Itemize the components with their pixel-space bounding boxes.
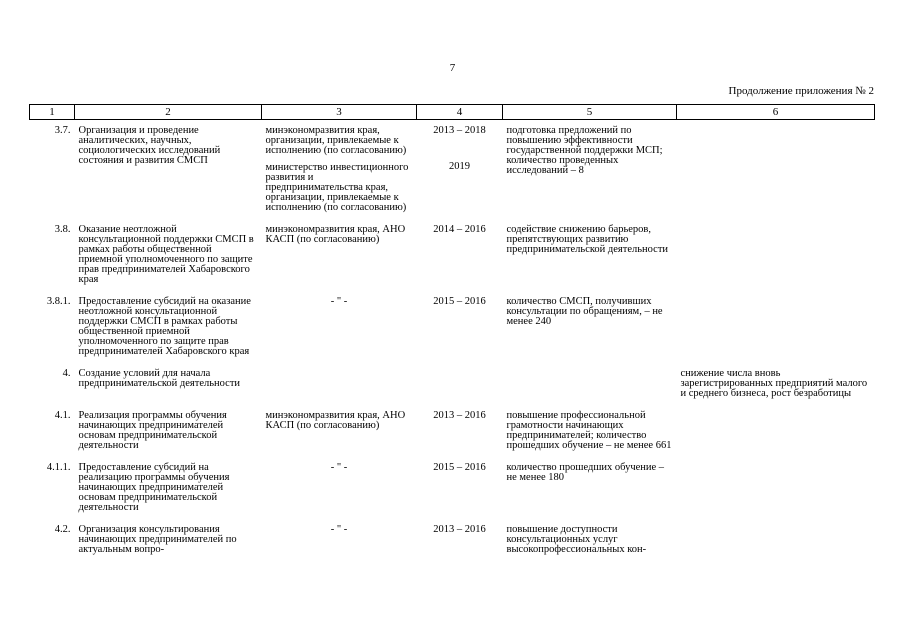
appendix-continuation-label: Продолжение приложения № 2	[728, 85, 874, 97]
executor: - " -	[330, 296, 348, 307]
expected-result: подготовка предложений по повышению эффективности государственной поддержки МСП; количество проведенных исследований – 8	[506, 125, 663, 176]
executor: - " -	[330, 524, 348, 535]
executor: минэкономразвития края, АНО КАСП (по согласованию)	[265, 410, 406, 431]
executor	[262, 365, 417, 407]
column-header-3: 3	[262, 105, 417, 120]
expected-result	[503, 365, 677, 407]
period-cell	[417, 120, 503, 222]
column-header-6: 6	[677, 105, 875, 120]
expected-result: количество прошедших обучение – не менее 180	[506, 462, 665, 483]
item-number: 4.1.	[54, 410, 71, 421]
period: 2015 – 2016	[433, 296, 486, 307]
period: 2013 – 2016	[433, 410, 486, 421]
column-header-5: 5	[503, 105, 677, 120]
consequences	[677, 407, 875, 459]
activity-name: Создание условий для начала предпринимательской деятельности	[78, 368, 241, 389]
table-row	[30, 365, 875, 407]
item-number: 4.1.1.	[46, 462, 71, 473]
expected-result: количество СМСП, получивших консультации по обращениям, – не менее 240	[506, 296, 663, 327]
item-number: 3.8.1.	[46, 296, 71, 307]
consequences	[677, 120, 875, 222]
item-number: 3.7.	[54, 125, 71, 136]
executor-cell	[262, 120, 417, 222]
item-number: 4.2.	[54, 524, 71, 535]
activity-name: Предоставление субсидий на оказание неотложной консультационной поддержки СМСП в рамках работы общественной приемной уполномоченного по защите прав предпринимателей Хабаровского края	[78, 296, 251, 357]
period: 2013 – 2018	[433, 125, 486, 136]
consequences	[677, 293, 875, 365]
table-row	[30, 521, 875, 563]
table-row	[30, 221, 875, 293]
executor: минэкономразвития края, организации, привлекаемые к исполнению (по согласованию)	[265, 125, 407, 156]
column-header-2: 2	[75, 105, 262, 120]
table-row	[30, 120, 875, 222]
activity-name: Оказание неотложной консультационной поддержки СМСП в рамках работы общественной приемной уполномоченного по защите прав предпринимателей Хабаровского края	[78, 224, 254, 285]
consequences	[677, 521, 875, 563]
item-number: 3.8.	[54, 224, 71, 235]
period: 2013 – 2016	[433, 524, 486, 535]
consequences: снижение числа вновь зарегистрированных предприятий малого и среднего бизнеса, рост безработицы	[680, 368, 868, 399]
column-header-1: 1	[30, 105, 75, 120]
executor: минэкономразвития края, АНО КАСП (по согласованию)	[265, 224, 406, 245]
consequences	[677, 459, 875, 521]
expected-result: повышение доступности консультационных услуг высокопрофессиональных кон-	[506, 524, 647, 555]
expected-result: содействие снижению барьеров, препятствующих развитию предпринимательской деятельности	[506, 224, 669, 255]
item-number: 4.	[62, 368, 71, 379]
period-secondary: 2019	[449, 161, 470, 172]
table-row	[30, 407, 875, 459]
executor-secondary: министерство инвестиционного развития и предпринимательства края, организации, привлекаемые к исполнению (по согласованию)	[265, 162, 409, 213]
activity-name: Предоставление субсидий на реализацию программы обучения начинающих предпринимателей основам предпринимательской деятельности	[78, 462, 230, 513]
period: 2015 – 2016	[433, 462, 486, 473]
table-header-row	[30, 105, 875, 120]
executor: - " -	[330, 462, 348, 473]
activities-table	[29, 104, 875, 563]
table-row	[30, 293, 875, 365]
activity-name: Организация и проведение аналитических, научных, социологических исследований состояния и развития СМСП	[78, 125, 221, 166]
period: 2014 – 2016	[433, 224, 486, 235]
table-row	[30, 459, 875, 521]
activity-name: Организация консультирования начинающих предпринимателей по актуальным вопро-	[78, 524, 237, 555]
activity-name: Реализация программы обучения начинающих предпринимателей основам предпринимательской деятельности	[78, 410, 227, 451]
expected-result: повышение профессиональной грамотности начинающих предпринимателей; количество прошедших обучение – не менее 661	[506, 410, 672, 451]
page-number: 7	[449, 62, 456, 74]
consequences	[677, 221, 875, 293]
period	[417, 365, 503, 407]
column-header-4: 4	[417, 105, 503, 120]
